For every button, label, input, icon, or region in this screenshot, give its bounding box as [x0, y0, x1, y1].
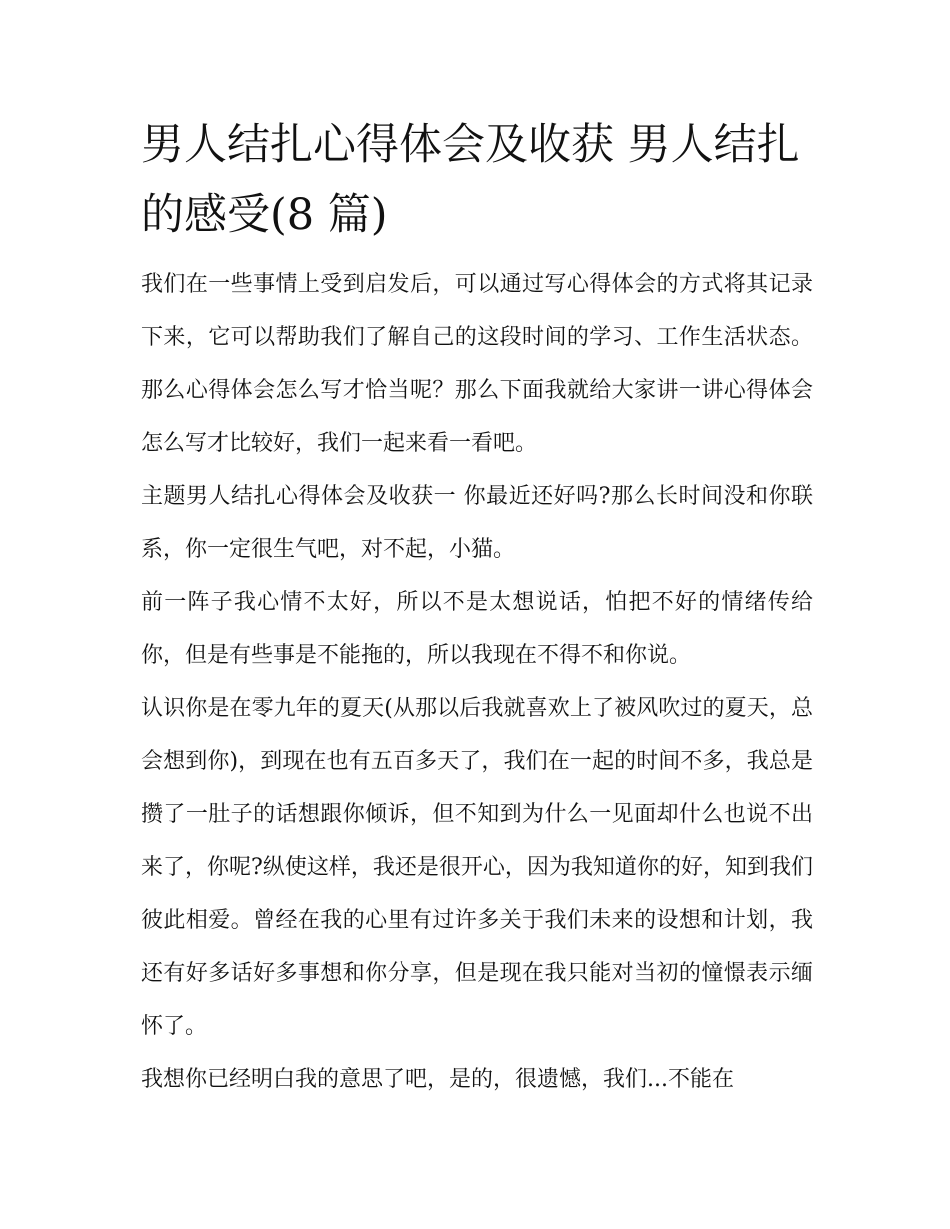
paragraph-topic: 主题男人结扎心得体会及收获一 你最近还好吗?那么长时间没和你联系，你一定很生气吧，对不起，小猫。 [141, 484, 813, 562]
document-title: 男人结扎心得体会及收获 男人结扎的感受(8 篇) [141, 120, 800, 240]
paragraph-mood: 前一阵子我心情不太好，所以不是太想说话，怕把不好的情绪传给你，但是有些事是不能拖的，所以我现在不得不和你说。 [141, 590, 813, 668]
paragraph-intro: 我们在一些事情上受到启发后，可以通过写心得体会的方式将其记录下来，它可以帮助我们了解自己的这段时间的学习、工作生活状态。那么心得体会怎么写才恰当呢？那么下面我就给大家讲一讲心得体会怎么写才比较好，我们一起来看一看吧。 [141, 272, 813, 456]
paragraph-memory: 认识你是在零九年的夏天(从那以后我就喜欢上了被风吹过的夏天，总会想到你)，到现在也有五百多天了，我们在一起的时间不多，我总是攒了一肚子的话想跟你倾诉，但不知到为什么一见面却什么也说不出来了，你呢?纵使这样，我还是很开心，因为我知道你的好，知到我们彼此相爱。曾经在我的心里有过许多关于我们未来的设想和计划，我还有好多话好多事想和你分享，但是现在我只能对当初的憧憬表示缅怀了。 [141, 696, 813, 1039]
paragraph-ending: 我想你已经明白我的意思了吧，是的，很遗憾，我们...不能在 [141, 1067, 734, 1092]
document-body [141, 110, 813, 1106]
